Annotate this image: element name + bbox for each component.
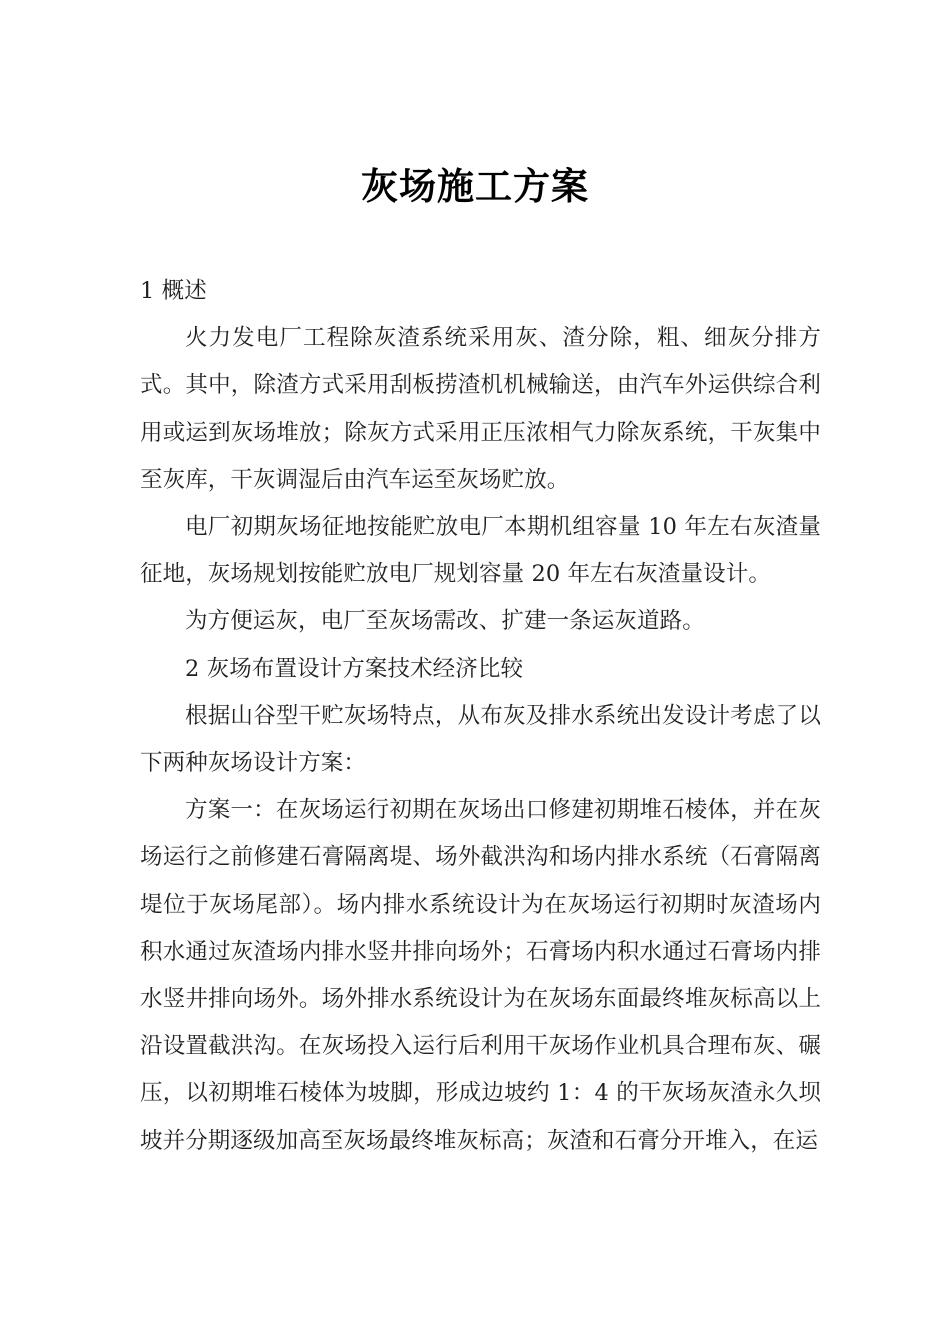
- document-body: [140, 268, 821, 1165]
- paragraph-design-basis: 根据山谷型干贮灰场特点，从布灰及排水系统出发设计考虑了以下两种灰场设计方案：: [140, 702, 821, 777]
- paragraph-ash-slag-system: 火力发电厂工程除灰渣系统采用灰、渣分除，粗、细灰分排方式。其中，除渣方式采用刮板捞渣机机械输送，由汽车外运供综合利用或运到灰场堆放；除灰方式采用正压浓相气力除灰系统，干灰集中至灰库，干灰调湿后由汽车运至灰场贮放。: [140, 325, 821, 493]
- section-heading-2: 2 灰场布置设计方案技术经济比较: [185, 655, 524, 682]
- section-heading-1: 1 概述: [140, 278, 207, 304]
- paragraph-land-acquisition: 电厂初期灰场征地按能贮放电厂本期机组容量 10 年左右灰渣量征地，灰场规划按能贮放电厂规划容量 20 年左右灰渣量设计。: [140, 514, 821, 588]
- page-title: 灰场施工方案: [361, 164, 589, 208]
- paragraph-ash-road: 为方便运灰，电厂至灰场需改、扩建一条运灰道路。: [185, 608, 705, 635]
- paragraph-scheme-one: 方案一：在灰场运行初期在灰场出口修建初期堆石棱体，并在灰场运行之前修建石膏隔离堤、场外截洪沟和场内排水系统（石膏隔离堤位于灰场尾部）。场内排水系统设计为在灰场运行初期时灰渣场内积水通过灰渣场内排水竖井排向场外；石膏场内积水通过石膏场内排水竖井排向场外。场外排水系统设计为在灰场东面最终堆灰标高以上沿设置截洪沟。在灰场投入运行后利用干灰场作业机具合理布灰、碾压，以初期堆石棱体为坡脚，形成边坡约 1：4 的干灰场灰渣永久坝坡并分期逐级加高至灰场最终堆灰标高；灰渣和石膏分开堆入，在运: [140, 797, 821, 1154]
